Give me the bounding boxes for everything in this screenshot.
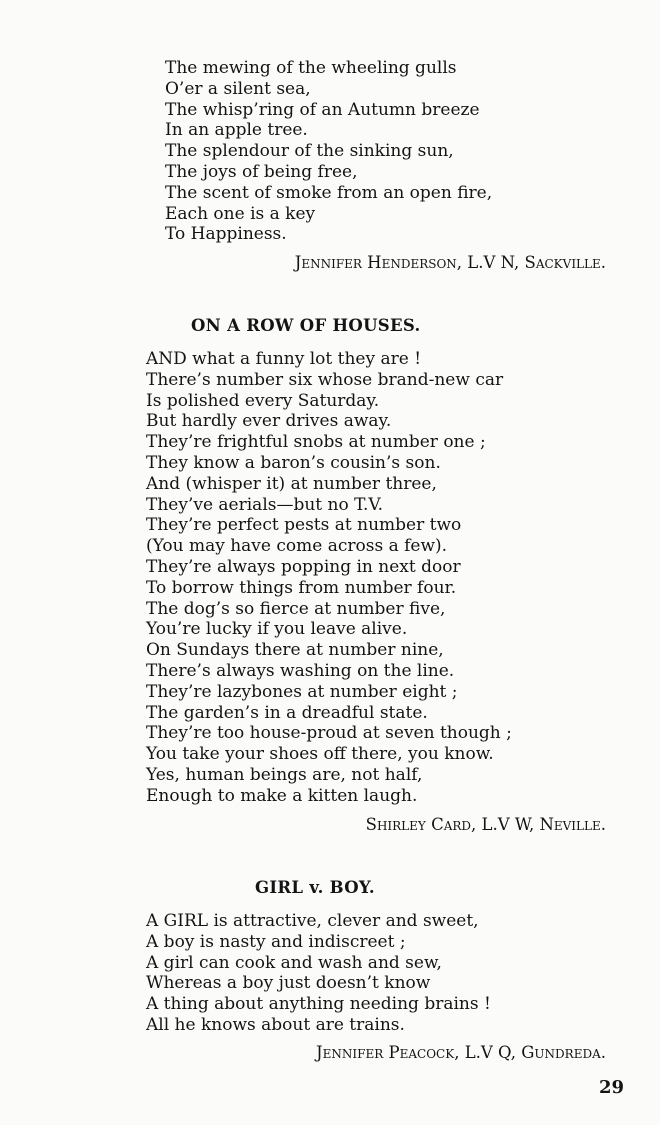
poem-line: Enough to make a kitten laugh. bbox=[146, 785, 418, 806]
poem-3-author: Jennifer Peacock, L.V Q, Gundreda. bbox=[316, 1043, 606, 1062]
poem-line: The mewing of the wheeling gulls bbox=[165, 58, 457, 78]
poem-line: AND what a funny lot they are ! bbox=[146, 349, 422, 369]
poem-line: You’re lucky if you leave alive. bbox=[146, 619, 408, 640]
poem-1-lines bbox=[165, 58, 492, 245]
poem-3-title: GIRL v. BOY. bbox=[255, 878, 375, 897]
poem-line: The garden’s in a dreadful state. bbox=[146, 702, 428, 723]
poem-line: There’s number six whose brand-new car bbox=[146, 369, 504, 390]
poem-line: A boy is nasty and indiscreet ; bbox=[146, 931, 406, 952]
poem-line: A thing about anything needing brains ! bbox=[146, 994, 491, 1015]
poem-line: And (whisper it) at number three, bbox=[146, 473, 437, 494]
poem-line: They’re too house-proud at seven though ; bbox=[146, 723, 512, 744]
poem-line: A girl can cook and wash and sew, bbox=[146, 952, 442, 973]
poem-1-author: Jennifer Henderson, L.V N, Sackville. bbox=[294, 253, 606, 272]
poem-line: They’ve aerials—but no T.V. bbox=[146, 494, 384, 515]
poem-line: Is polished every Saturday. bbox=[146, 390, 380, 411]
poem-line: The joys of being free, bbox=[165, 161, 358, 182]
poem-line: They’re perfect pests at number two bbox=[146, 515, 462, 536]
poem-line: To borrow things from number four. bbox=[146, 577, 457, 598]
poem-line: They’re frightful snobs at number one ; bbox=[146, 432, 486, 453]
poem-line: They’re always popping in next door bbox=[146, 556, 461, 577]
poem-line: But hardly ever drives away. bbox=[146, 411, 392, 432]
poem-line: O’er a silent sea, bbox=[165, 78, 311, 99]
poem-line: They know a baron’s cousin’s son. bbox=[146, 452, 441, 473]
poem-line: The dog’s so fierce at number five, bbox=[146, 598, 446, 619]
poem-line: To Happiness. bbox=[165, 224, 287, 245]
poem-line: They’re lazybones at number eight ; bbox=[146, 681, 458, 702]
page-number: 29 bbox=[598, 1077, 624, 1098]
poem-line: Whereas a boy just doesn’t know bbox=[146, 973, 431, 994]
poem-line: (You may have come across a few). bbox=[146, 536, 448, 557]
poem-2-title: ON A ROW OF HOUSES. bbox=[191, 316, 421, 335]
poem-2-author: Shirley Card, L.V W, Neville. bbox=[365, 815, 606, 834]
poem-line: The scent of smoke from an open fire, bbox=[165, 182, 493, 203]
poem-line: A GIRL is attractive, clever and sweet, bbox=[146, 911, 479, 931]
poem-line: You take your shoes off there, you know. bbox=[146, 744, 494, 765]
poem-line: On Sundays there at number nine, bbox=[146, 640, 444, 661]
poem-2-lines bbox=[146, 349, 512, 807]
poem-line: Each one is a key bbox=[165, 203, 316, 224]
poem-line: All he knows about are trains. bbox=[146, 1014, 405, 1035]
poem-line: Yes, human beings are, not half, bbox=[146, 764, 423, 785]
poem-line: In an apple tree. bbox=[165, 120, 308, 141]
poem-line: The splendour of the sinking sun, bbox=[165, 141, 454, 162]
poem-line: There’s always washing on the line. bbox=[146, 660, 455, 681]
poem-line: The whisp’ring of an Autumn breeze bbox=[165, 99, 480, 120]
poem-3-lines bbox=[146, 911, 491, 1036]
